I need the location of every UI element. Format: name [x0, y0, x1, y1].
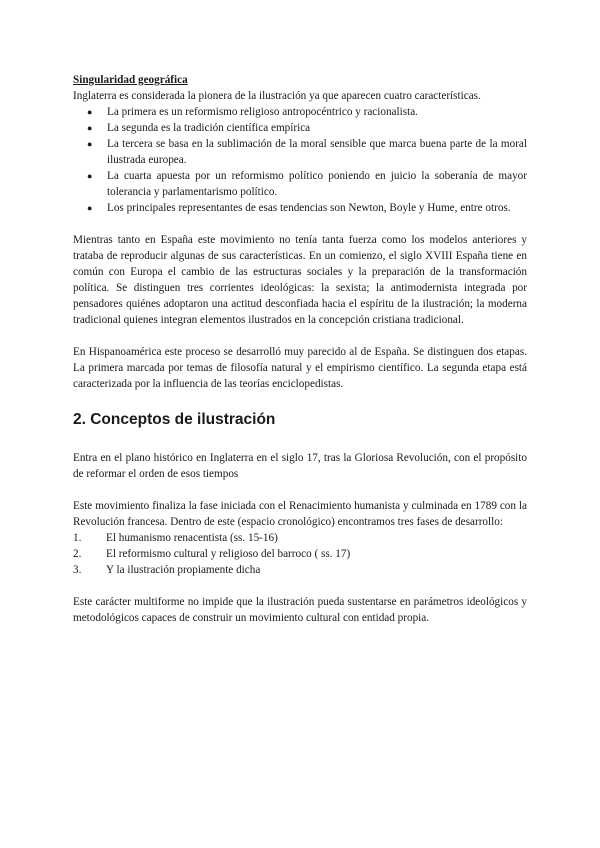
- list-text: Y la ilustración propiamente dicha: [106, 564, 261, 576]
- list-item: [73, 546, 527, 562]
- conceptos-paragraph-2: Este movimiento finaliza la fase iniciada con el Renacimiento humanista y culminada en 1789 con la Revolución francesa. Dentro de este (espacio cronológico) encontramos tres fases de desarrollo:: [73, 500, 527, 528]
- section-heading-conceptos: 2. Conceptos de ilustración: [73, 411, 276, 428]
- phases-list: [73, 530, 527, 578]
- characteristics-list: [73, 104, 527, 216]
- spain-paragraph: Mientras tanto en España este movimiento no tenía tanta fuerza como los modelos anteriores y trataba de reproducir algunas de sus características. En un comienzo, el siglo XVIII España tiene en común con Europa el cambio de las estructuras sociales y la preparación de la transformación política. Se distinguen tres corrientes ideológicas: la sexista; la antimodernista integrada por pensadores quiénes adoptaron una actitud desconfiada hacia el espíritu de la ilustración; la moderna tradicional quienes integran elementos ilustrados en la concepción cristiana tradicional.: [73, 234, 527, 326]
- list-item: ● La cuarta apuesta por un reformismo político poniendo en juicio la soberanía de mayor tolerancia y parlamentarismo político.: [73, 168, 527, 200]
- list-item: ● La tercera se basa en la sublimación de la moral sensible que marca buena parte de la moral ilustrada europea.: [73, 136, 527, 168]
- conceptos-paragraph-1: Entra en el plano histórico en Inglaterra en el siglo 17, tras la Gloriosa Revolución, con el propósito de reformar el orden de esos tiempos: [73, 452, 527, 480]
- list-item: ● La primera es un reformismo religioso antropocéntrico y racionalista.: [73, 104, 527, 120]
- page-content: [73, 72, 527, 626]
- list-text: El humanismo renacentista (ss. 15-16): [106, 532, 278, 544]
- hispanoamerica-paragraph: En Hispanoamérica este proceso se desarrolló muy parecido al de España. Se distinguen dos etapas. La primera marcada por temas de filosofía natural y el empirismo científico. La segunda etapa está caracterizada por la influencia de las teorías enciclopedistas.: [73, 346, 527, 390]
- list-item: ● Los principales representantes de esas tendencias son Newton, Boyle y Hume, entre otros.: [73, 200, 527, 216]
- list-number: 1.: [73, 532, 82, 544]
- list-number: 3.: [73, 564, 82, 576]
- list-item: ● La segunda es la tradición científica empírica: [73, 120, 527, 136]
- list-item: [73, 530, 527, 546]
- intro-paragraph: Inglaterra es considerada la pionera de la ilustración ya que aparecen cuatro características.: [73, 90, 481, 102]
- conceptos-paragraph-3: Este carácter multiforme no impide que la ilustración pueda sustentarse en parámetros ideológicos y metodológicos capaces de construir un movimiento cultural con entidad propia.: [73, 596, 527, 624]
- subheading-singularidad: Singularidad geográfica: [73, 74, 188, 86]
- list-item: [73, 562, 527, 578]
- list-text: El reformismo cultural y religioso del barroco ( ss. 17): [106, 548, 351, 560]
- list-number: 2.: [73, 548, 82, 560]
